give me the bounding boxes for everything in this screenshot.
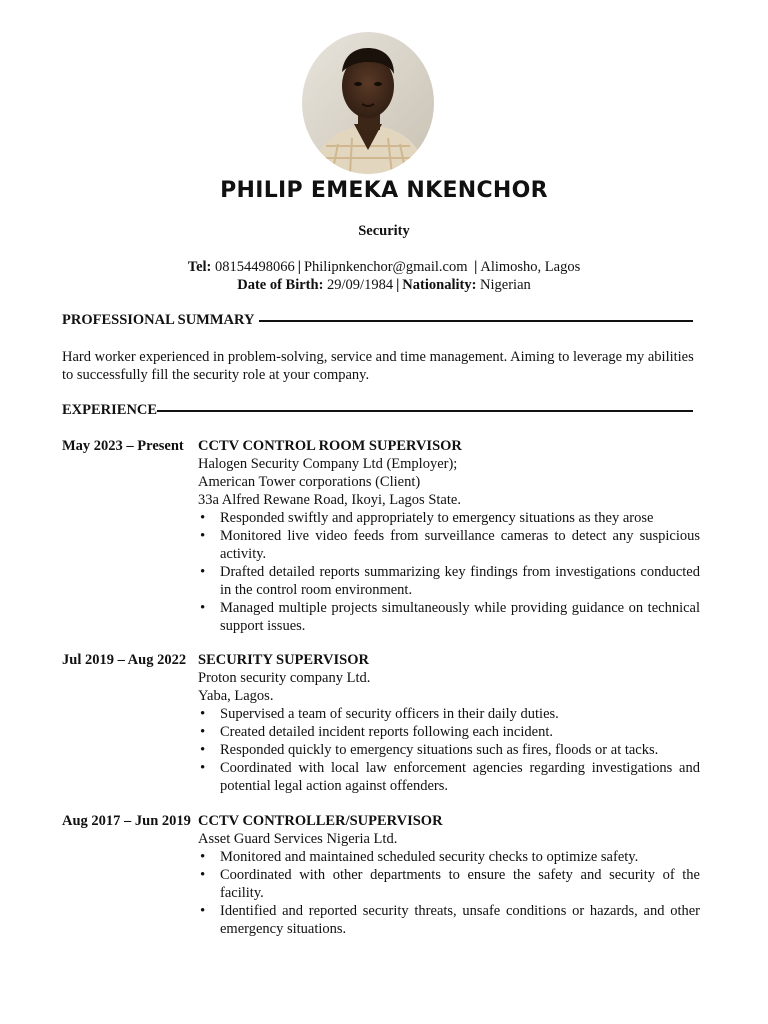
email-value: Philipnkenchor@gmail.com <box>303 259 468 275</box>
job-bullet: • Monitored live video feeds from surveillance cameras to detect any suspicious activity. <box>198 527 700 563</box>
summary-text: Hard worker experienced in problem-solving, service and time management. Aiming to leverage my abilities to successfully fill the security role at your company. <box>62 349 694 383</box>
job-body <box>198 812 700 938</box>
experience-heading <box>62 402 693 419</box>
job-bullet: • Drafted detailed reports summarizing key findings from investigations conducted in the control room environment. <box>198 563 700 599</box>
job-body <box>198 437 700 635</box>
dob-label: Date of Birth: <box>237 277 324 293</box>
summary-heading-text: PROFESSIONAL SUMMARY <box>62 312 255 328</box>
location-value: Alimosho, Lagos <box>480 259 581 275</box>
job-detail: Proton security company Ltd. <box>198 670 371 686</box>
separator: | <box>474 259 478 275</box>
job-title: CCTV CONTROLLER/SUPERVISOR <box>198 813 443 829</box>
job-detail: 33a Alfred Rewane Road, Ikoyi, Lagos State. <box>198 492 461 508</box>
job-dates: Aug 2017 – Jun 2019 <box>62 813 191 829</box>
job-detail: Asset Guard Services Nigeria Ltd. <box>198 831 398 847</box>
separator: | <box>297 259 301 275</box>
job-bullet: • Managed multiple projects simultaneously while providing guidance on technical support issues. <box>198 599 700 635</box>
job-bullet: • Coordinated with local law enforcement agencies regarding investigations and potential legal action against offenders. <box>198 759 700 795</box>
job-dates: May 2023 – Present <box>62 438 184 454</box>
nationality-value: Nigerian <box>480 277 531 293</box>
profile-photo-image <box>302 32 434 174</box>
job-body <box>198 651 700 795</box>
job-detail: American Tower corporations (Client) <box>198 474 421 490</box>
job-bullets <box>198 848 700 938</box>
candidate-name: PHILIP EMEKA NKENCHOR <box>220 178 548 203</box>
contact-line <box>0 259 768 276</box>
job-title: CCTV CONTROL ROOM SUPERVISOR <box>198 438 462 454</box>
separator: | <box>396 277 400 293</box>
experience-heading-text: EXPERIENCE <box>62 402 158 418</box>
job-detail: Halogen Security Company Ltd (Employer); <box>198 456 458 472</box>
section-rule <box>157 410 693 412</box>
tel-value: 08154498066 <box>215 259 295 275</box>
job-bullet: • Supervised a team of security officers in their daily duties. <box>198 705 700 723</box>
job-detail: Yaba, Lagos. <box>198 688 274 704</box>
personal-line <box>0 277 768 294</box>
job-title: SECURITY SUPERVISOR <box>198 652 369 668</box>
job-bullet: • Coordinated with other departments to ensure the safety and security of the facility. <box>198 866 700 902</box>
tel-label: Tel: <box>187 259 212 275</box>
job-bullet: • Monitored and maintained scheduled security checks to optimize safety. <box>198 848 700 866</box>
profile-photo <box>302 32 434 174</box>
job-bullet: • Responded quickly to emergency situations such as fires, floods or at tacks. <box>198 741 700 759</box>
job-bullet: • Responded swiftly and appropriately to emergency situations as they arose <box>198 509 700 527</box>
job-bullets <box>198 705 700 795</box>
job-dates: Jul 2019 – Aug 2022 <box>62 652 187 668</box>
job-bullet: • Identified and reported security threats, unsafe conditions or hazards, and other emergency situations. <box>198 902 700 938</box>
candidate-role: Security <box>358 223 410 239</box>
job-bullets <box>198 509 700 635</box>
job-bullet: • Created detailed incident reports following each incident. <box>198 723 700 741</box>
summary-heading <box>62 312 693 329</box>
section-rule <box>259 320 693 322</box>
nationality-label: Nationality: <box>402 277 477 293</box>
dob-value: 29/09/1984 <box>327 277 394 293</box>
